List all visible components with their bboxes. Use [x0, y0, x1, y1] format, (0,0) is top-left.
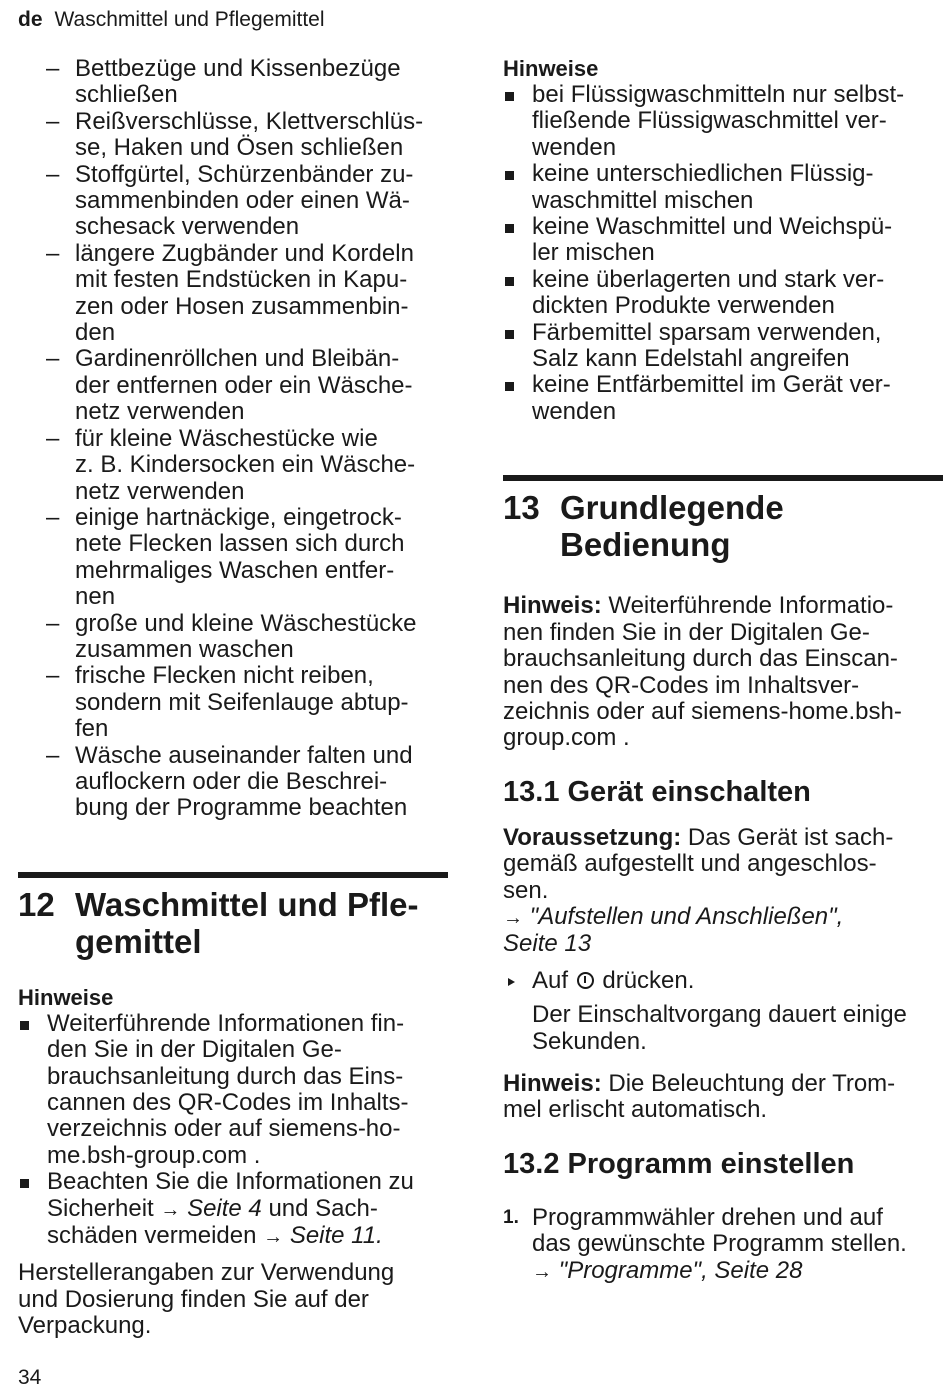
- list-item-line: Gardinenröllchen und Bleibän-: [75, 345, 400, 373]
- language-code: de: [18, 8, 43, 31]
- list-item: [18, 663, 448, 742]
- list-item: [18, 743, 448, 822]
- note-item: [503, 214, 943, 267]
- list-item-line: se, Haken und Ösen schließen: [75, 134, 404, 162]
- section-number: 13: [503, 489, 540, 527]
- list-item-line: für kleine Wäschestücke wie: [75, 424, 378, 452]
- paragraph: [18, 1260, 448, 1339]
- section-rule: [503, 475, 943, 481]
- section-number: 12: [18, 885, 55, 923]
- list-item-line: Stoffgürtel, Schürzenbänder zu-: [75, 160, 414, 188]
- note-item: [503, 320, 943, 373]
- list-item-line: mehrmaliges Waschen entfer-: [75, 556, 395, 584]
- list-item-line: Reißverschlüsse, Klettverschlüs-: [75, 107, 424, 135]
- section-title-line: Grundlegende: [560, 489, 784, 527]
- subsection-title: 13.1 Gerät einschalten: [503, 775, 811, 808]
- paragraph-line: Herstellerangaben zur Verwendung: [18, 1259, 395, 1287]
- list-item-line: z. B. Kindersocken ein Wäsche-: [75, 451, 416, 479]
- list-item-line: Wäsche auseinander falten und: [75, 741, 413, 769]
- note-line: me.bsh-group.com .: [47, 1141, 261, 1169]
- list-item: [18, 346, 448, 425]
- note-item: [503, 82, 943, 161]
- voraussetzung-line: sen.: [503, 876, 549, 904]
- instruction-step: [503, 968, 943, 994]
- list-item: [18, 162, 448, 241]
- note-line: Salz kann Edelstahl angreifen: [532, 345, 850, 373]
- note-line: keine unterschiedlichen Flüssig-: [532, 160, 874, 188]
- list-item-line: Bettbezüge und Kissenbezüge: [75, 55, 401, 82]
- list-item: [18, 611, 448, 664]
- step-number: 1.: [503, 1206, 519, 1228]
- arrow-icon: →: [160, 1198, 181, 1221]
- list-item: [18, 505, 448, 611]
- dash-bullet-icon: –: [46, 55, 60, 82]
- square-bullet-icon: [505, 330, 514, 339]
- hinweis-text: Weiterführende Informatio-: [601, 592, 894, 620]
- hinweis-label: Hinweis:: [503, 592, 602, 620]
- square-bullet-icon: [505, 382, 514, 391]
- step-result: [503, 1002, 943, 1055]
- section-rule: [18, 872, 448, 878]
- dash-list: [18, 56, 448, 822]
- list-item-line: schesack verwenden: [75, 213, 300, 241]
- list-item-line: mit festen Endstücken in Kapu-: [75, 266, 408, 294]
- section-13-heading: [503, 489, 943, 563]
- arrow-icon: →: [532, 1260, 552, 1283]
- list-item-line: netz verwenden: [75, 477, 245, 505]
- note-item: [503, 161, 943, 214]
- step-line: das gewünschte Programm stellen.: [532, 1230, 907, 1258]
- paragraph-line: und Dosierung finden Sie auf der: [18, 1285, 369, 1313]
- list-item-line: frische Flecken nicht reiben,: [75, 662, 374, 690]
- list-item: [18, 426, 448, 505]
- note-line: waschmittel mischen: [532, 186, 754, 214]
- list-item-line: sondern mit Seifenlauge abtup-: [75, 688, 409, 716]
- note-line: brauchsanleitung durch das Eins-: [47, 1062, 404, 1090]
- step-text: Auf: [532, 966, 575, 994]
- section-title-line: gemittel: [75, 922, 202, 960]
- hinweis-paragraph: [503, 1071, 943, 1124]
- note-text: Sicherheit: [47, 1194, 161, 1222]
- dash-bullet-icon: –: [46, 503, 60, 531]
- note-line: Färbemittel sparsam verwenden,: [532, 318, 882, 346]
- note-item: [503, 267, 943, 320]
- voraussetzung-text: Das Gerät ist sach-: [681, 823, 894, 851]
- hinweis-paragraph: [503, 593, 943, 751]
- arrow-icon: →: [503, 906, 523, 929]
- square-bullet-icon: [20, 1179, 29, 1188]
- dash-bullet-icon: –: [46, 424, 60, 452]
- note-item: [503, 372, 943, 425]
- list-item-line: einige hartnäckige, eingetrock-: [75, 503, 402, 531]
- voraussetzung-paragraph: [503, 825, 943, 958]
- note-item: [18, 1169, 448, 1250]
- dash-bullet-icon: –: [46, 160, 60, 188]
- note-line: wenden: [532, 397, 617, 425]
- hinweis-text: Die Beleuchtung der Trom-: [601, 1069, 896, 1097]
- numbered-step: [503, 1205, 943, 1285]
- result-line: Der Einschaltvorgang dauert einige: [532, 1001, 907, 1029]
- dash-bullet-icon: –: [46, 345, 60, 373]
- step-line: Programmwähler drehen und auf: [532, 1203, 883, 1231]
- page-reference-link[interactable]: Seite 11.: [289, 1222, 383, 1250]
- cross-reference-link[interactable]: [503, 904, 943, 931]
- page-header: [18, 8, 325, 32]
- note-list: [503, 82, 943, 425]
- note-line: cannen des QR-Codes im Inhalts-: [47, 1089, 409, 1116]
- list-item-line: auflockern oder die Beschrei-: [75, 767, 388, 795]
- square-bullet-icon: [505, 92, 514, 101]
- step-arrow-icon: [508, 978, 515, 986]
- note-line: Beachten Sie die Informationen zu: [47, 1168, 414, 1196]
- hinweis-text: mel erlischt automatisch.: [503, 1096, 768, 1124]
- hinweis-label: Hinweis:: [503, 1069, 602, 1097]
- square-bullet-icon: [505, 277, 514, 286]
- list-item-line: große und kleine Wäschestücke: [75, 609, 417, 637]
- list-item-line: bung der Programme beachten: [75, 794, 408, 822]
- note-line: [47, 1223, 448, 1250]
- note-text: schäden vermeiden: [47, 1222, 264, 1250]
- section-title-line: Bedienung: [560, 526, 731, 564]
- list-item-line: zen oder Hosen zusammenbin-: [75, 292, 409, 320]
- left-column: [18, 56, 448, 1340]
- list-item-line: längere Zugbänder und Kordeln: [75, 239, 414, 267]
- reference-text: "Programme", Seite 28: [558, 1256, 803, 1284]
- reference-text: "Aufstellen und Anschließen",: [529, 902, 844, 930]
- square-bullet-icon: [505, 224, 514, 233]
- dash-bullet-icon: –: [46, 609, 60, 637]
- list-item-line: den: [75, 319, 116, 347]
- note-line: verzeichnis oder auf siemens-ho-: [47, 1115, 401, 1143]
- note-line: wenden: [532, 133, 617, 161]
- arrow-icon: →: [263, 1226, 284, 1249]
- note-line: Weiterführende Informationen fin-: [47, 1009, 405, 1037]
- list-item: [18, 241, 448, 347]
- note-line: den Sie in der Digitalen Ge-: [47, 1036, 342, 1064]
- cross-reference-link[interactable]: [532, 1258, 943, 1285]
- note-line: dickten Produkte verwenden: [532, 292, 835, 320]
- dash-bullet-icon: –: [46, 107, 60, 135]
- list-item-line: zusammen waschen: [75, 635, 294, 663]
- voraussetzung-label: Voraussetzung:: [503, 823, 682, 851]
- list-item-line: der entfernen oder ein Wäsche-: [75, 371, 413, 399]
- section-12-heading: [18, 886, 448, 960]
- note-line: ler mischen: [532, 239, 655, 267]
- hinweis-line: nen finden Sie in der Digitalen Ge-: [503, 618, 870, 646]
- hinweis-line: nen des QR-Codes im Inhaltsver-: [503, 671, 860, 699]
- square-bullet-icon: [505, 171, 514, 180]
- right-column: [503, 56, 943, 1285]
- subsection-title: 13.2 Programm einstellen: [503, 1147, 855, 1180]
- section-title-line: Waschmittel und Pfle-: [75, 885, 419, 923]
- page-number: 34: [18, 1366, 42, 1389]
- voraussetzung-line: gemäß aufgestellt und angeschlos-: [503, 850, 877, 878]
- note-line: fließende Flüssigwaschmittel ver-: [532, 107, 887, 135]
- square-bullet-icon: [20, 1021, 29, 1030]
- list-item-line: nete Flecken lassen sich durch: [75, 530, 405, 558]
- list-item-line: netz verwenden: [75, 398, 245, 426]
- hinweis-line: brauchsanleitung durch das Einscan-: [503, 645, 898, 673]
- step-text: drücken.: [595, 966, 695, 994]
- list-item-line: sammenbinden oder einen Wä-: [75, 187, 410, 215]
- dash-bullet-icon: –: [46, 741, 60, 769]
- hinweise-label: Hinweise: [18, 984, 114, 1010]
- note-line: keine Entfärbemittel im Gerät ver-: [532, 371, 891, 399]
- list-item: [18, 109, 448, 162]
- list-item-line: schließen: [75, 81, 178, 109]
- list-item: [18, 56, 448, 109]
- note-text: und Sach-: [261, 1194, 378, 1222]
- hinweis-line: group.com .: [503, 724, 630, 752]
- note-line: keine Waschmittel und Weichspü-: [532, 213, 893, 241]
- note-text: [47, 1011, 448, 1169]
- note-line: bei Flüssigwaschmitteln nur selbst-: [532, 81, 905, 108]
- page-reference-link[interactable]: Seite 4: [187, 1194, 262, 1222]
- header-title: Waschmittel und Pflegemittel: [54, 8, 325, 31]
- dash-bullet-icon: –: [46, 239, 60, 267]
- list-item-line: nen: [75, 583, 116, 611]
- note-item: [18, 1011, 448, 1169]
- hinweise-label: Hinweise: [503, 56, 599, 81]
- dash-bullet-icon: –: [46, 662, 60, 690]
- result-line: Sekunden.: [532, 1027, 647, 1055]
- paragraph-line: Verpackung.: [18, 1312, 152, 1340]
- cross-reference-link[interactable]: Seite 13: [503, 930, 592, 958]
- note-line: [47, 1196, 448, 1223]
- list-item-line: fen: [75, 715, 109, 743]
- hinweis-line: zeichnis oder auf siemens-home.bsh-: [503, 697, 902, 725]
- power-icon: [577, 972, 594, 989]
- note-line: keine überlagerten und stark ver-: [532, 265, 885, 293]
